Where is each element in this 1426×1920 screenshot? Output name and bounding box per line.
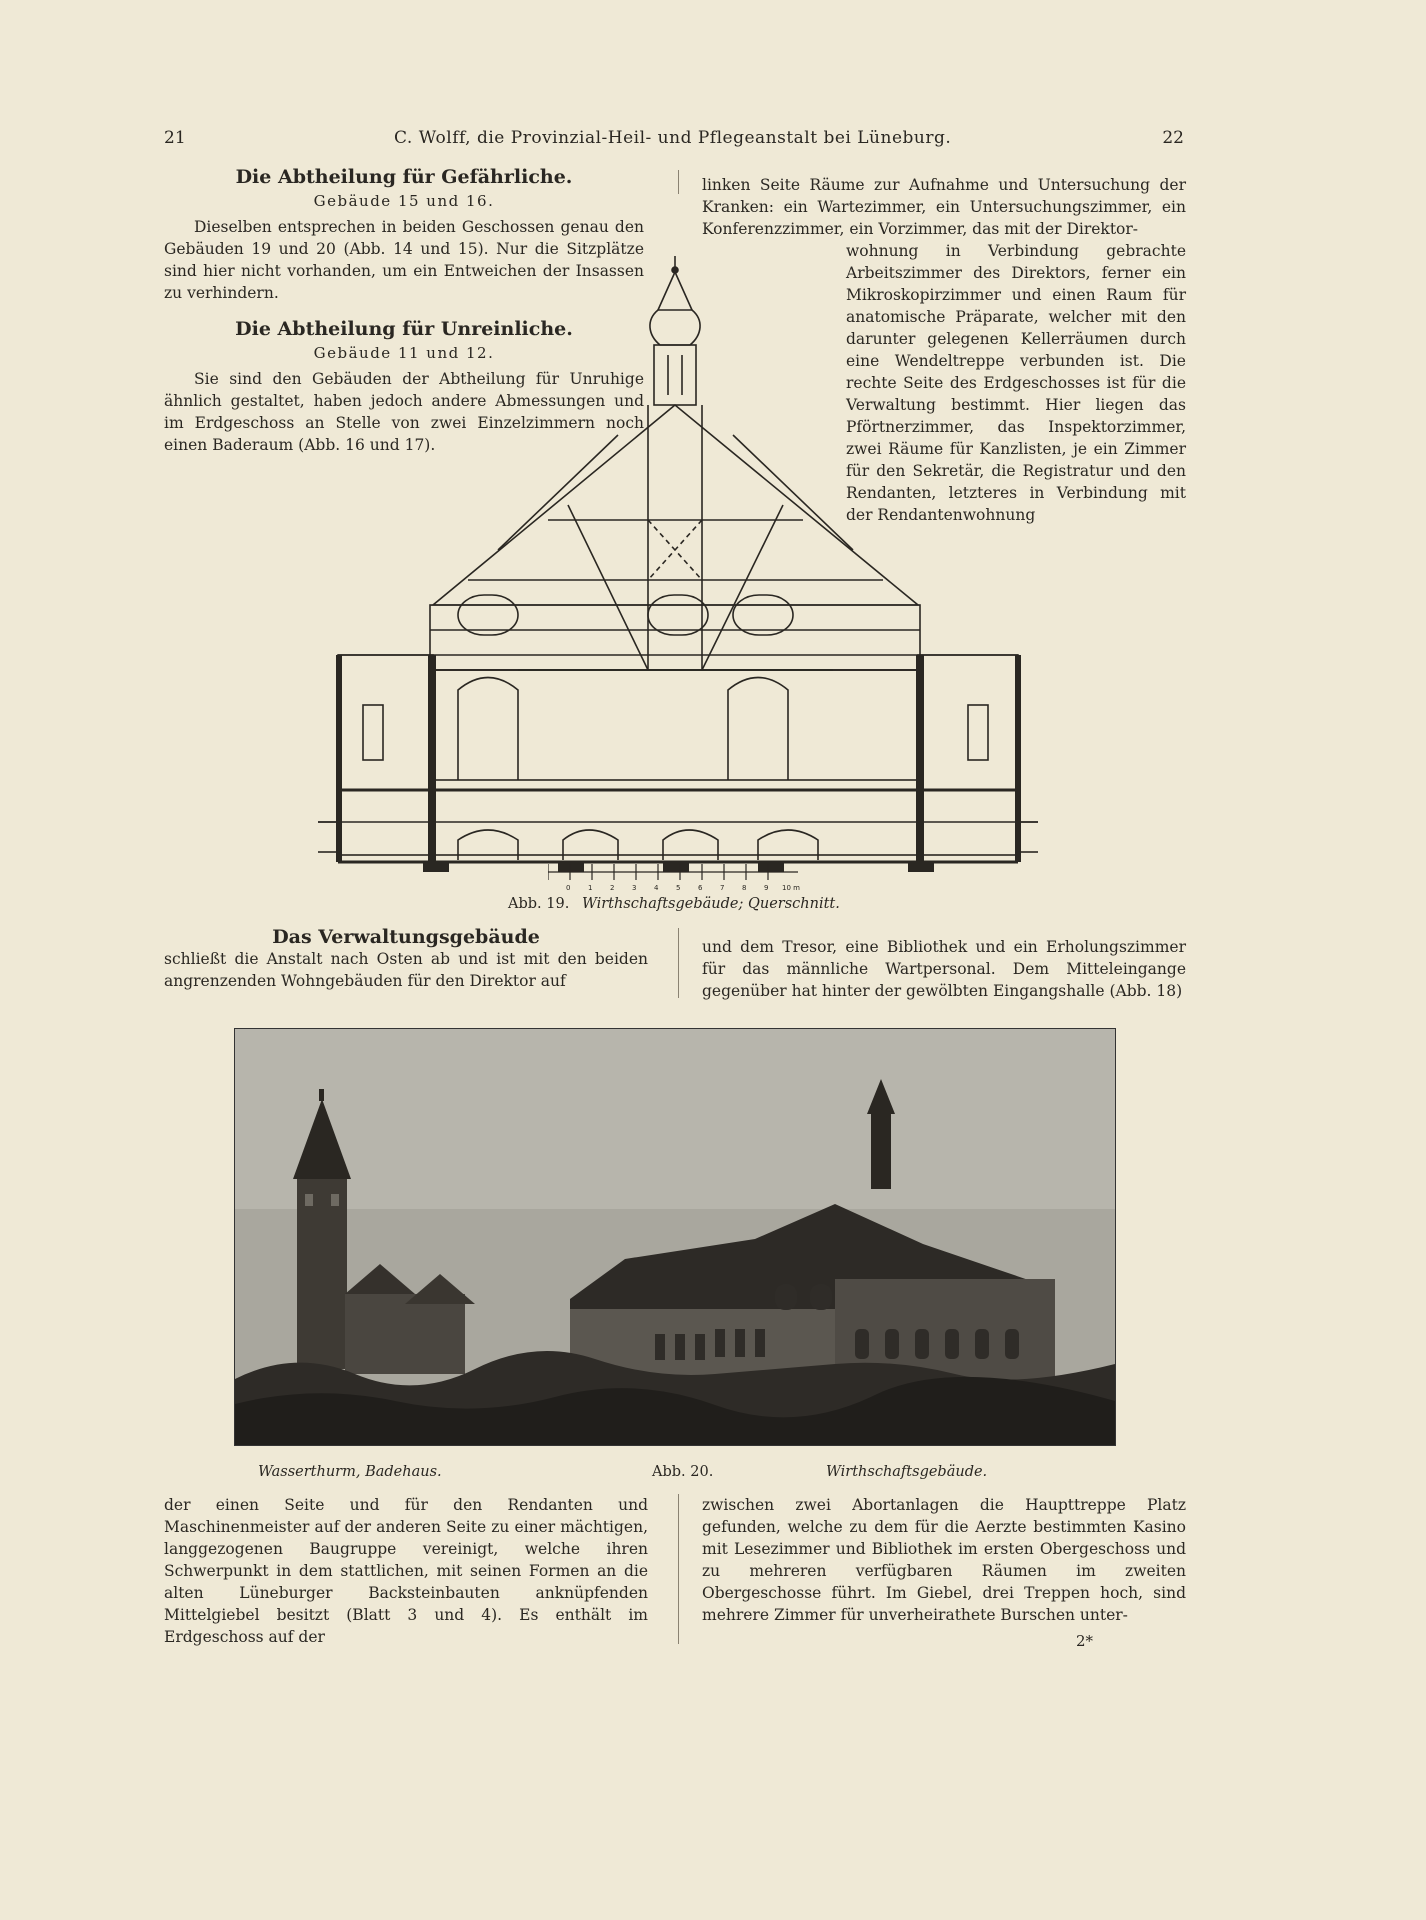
scale-label-3: 3: [632, 884, 637, 892]
scale-label-10: 10 m: [782, 884, 800, 892]
section-subheading-gebaeude-11-12: Gebäude 11 und 12.: [313, 344, 495, 362]
scale-label-8: 8: [742, 884, 747, 892]
page-number-left: 21: [164, 128, 186, 148]
figure-20-caption-right: [826, 1464, 987, 1480]
main-hall: [433, 670, 918, 855]
section-heading-unreinliche: Die Abtheilung für Unreinliche.: [235, 318, 573, 340]
hall-arch-2: [728, 678, 788, 781]
running-title: C. Wolff, die Provinzial-Heil- und Pflegeanstalt bei Lüneburg.: [394, 128, 952, 148]
upper-hall: [430, 670, 920, 780]
column-rule-top: [678, 170, 679, 194]
figure-20-caption-left-text: Wasserthurm, Badehaus.: [258, 1464, 442, 1480]
figure-20-label-text: Abb. 20.: [652, 1464, 714, 1480]
page-number-right: 22: [1162, 128, 1184, 148]
column-rule-mid: [678, 928, 679, 998]
scale-label-9: 9: [764, 884, 769, 892]
bathhouse: [345, 1294, 465, 1374]
scale-label-1: 1: [588, 884, 593, 892]
signature-mark: [1076, 1632, 1093, 1650]
figure-19-caption: [508, 896, 840, 912]
spire-top: [658, 272, 692, 310]
water-tower: [297, 1179, 347, 1369]
right-top-wide-text: linken Seite Räume zur Aufnahme und Untersuchung der Kranken: ein Wartezimmer, ein Untersuchungszimmer, ein Konferenzzimmer, ein Vorzimmer, das mit der Direktor-: [702, 176, 1186, 238]
section-body-unreinliche: Sie sind den Gebäuden der Abtheilung für Unruhige ähnlich gestaltet, haben jedoch andere Abmessungen und im Erdgeschoss an Stelle von zwei Einzelzimmern noch einen Baderaum (Abb. 16 und 17).: [164, 370, 644, 454]
figure-19-caption-text: Wirthschaftsgebäude; Querschnitt.: [581, 896, 840, 912]
wall-section-left: [428, 655, 436, 867]
cupola: [871, 1109, 891, 1189]
bottom-left-column: [164, 1494, 648, 1648]
lantern: [654, 345, 696, 405]
right-mid-column: [702, 936, 1186, 1002]
bottom-right-column: [702, 1494, 1186, 1626]
footing-1: [423, 862, 449, 872]
left-wing: [338, 655, 433, 855]
section-heading-verwaltungsgebaeude: Das Verwaltungsgebäude: [272, 926, 540, 948]
column-rule-bottom: [678, 1494, 679, 1644]
scale-label-6: 6: [698, 884, 703, 892]
running-header: [164, 128, 1184, 158]
hall-arch-1: [458, 678, 518, 781]
section-body-gefaehrliche: Dieselben entsprechen in beiden Geschossen genau den Gebäuden 19 und 20 (Abb. 14 und 15). Nur die Sitzplätze sind hier nicht vorhanden, um ein Entweichen der Insassen zu verhindern.: [164, 218, 644, 302]
figure-20-label: [652, 1464, 713, 1480]
wall-section-right: [916, 655, 924, 867]
left-wing-window: [363, 705, 383, 760]
scale-label-0: 0: [566, 884, 571, 892]
footing-5: [908, 862, 934, 872]
scale-label-2: 2: [610, 884, 615, 892]
scale-label-7: 7: [720, 884, 725, 892]
figure-20-caption-left: [258, 1464, 442, 1480]
right-mid-text: und dem Tresor, eine Bibliothek und ein Erholungszimmer für das männliche Wartpersonal. Dem Mitteleingange gegenüber hat hinter der gewölbten Eingangshalle (Abb. 18): [702, 938, 1186, 1000]
right-top-narrow-text: wohnung in Verbindung gebrachte Arbeitszimmer des Direktors, ferner ein Mikroskopirzimmer und einen Raum für anatomische Präparate, welcher mit den darunter gelegenen Kellerräumen durch eine Wendeltreppe verbunden ist. Die rechte Seite des Erdgeschosses ist für die Verwaltung bestimmt. Hier liegen das Pförtnerzimmer, das Inspektorzimmer, zwei Räume für Kanzlisten, je ein Zimmer für den Sekretär, die Registratur und den Rendanten, letzteres in Verbindung mit der Rendantenwohnung: [846, 242, 1186, 524]
main-roof: [433, 405, 918, 605]
signature-text: 2*: [1076, 1632, 1094, 1650]
figure-19-scale-bar: [548, 858, 810, 898]
figure-20-caption-right-text: Wirthschaftsgebäude.: [826, 1464, 988, 1480]
left-lightwell: [318, 822, 338, 852]
section-body-verwaltungsgebaeude: schließt die Anstalt nach Osten ab und ist mit den beiden angrenzenden Wohngebäuden für den Direktor auf: [164, 950, 648, 990]
bottom-left-text: der einen Seite und für den Rendanten und Maschinenmeister auf der anderen Seite zu einer mächtigen, langgezogenen Baugruppe vereinigt, welche ihren Schwerpunkt in dem stattlichen, mit seinen Formen an die alten Lüneburger Backsteinbauten anknüpfenden Mittelgiebel besitzt (Blatt 3 und 4). Es enthält im Erdgeschoss auf der: [164, 1496, 648, 1646]
section-subheading-gebaeude-15-16: Gebäude 15 und 16.: [313, 192, 495, 210]
photo-illustration: [235, 1029, 1115, 1445]
figure-19-cross-section: [318, 250, 1038, 900]
bottom-right-text: zwischen zwei Abortanlagen die Haupttreppe Platz gefunden, welche zu dem für die Aerzte bestimmten Kasino mit Lesezimmer und Bibliothek im ersten Obergeschoss und zu mehreren verfügbaren Räumen im zweiten Obergeschosse führt. Im Giebel, drei Treppen hoch, sind mehrere Zimmer für unverheirathete Burschen unter-: [702, 1496, 1186, 1624]
section-heading-gefaehrliche: Die Abtheilung für Gefährliche.: [235, 166, 573, 188]
upper-window-3: [733, 595, 793, 635]
right-top-column-wide: [702, 174, 1186, 240]
upper-window-1: [458, 595, 518, 635]
figure-20-photograph: [234, 1028, 1116, 1446]
scale-label-5: 5: [676, 884, 681, 892]
clerestory: [430, 605, 920, 670]
spire-bulb: [650, 310, 700, 345]
right-wing-window: [968, 705, 988, 760]
scale-label-4: 4: [654, 884, 659, 892]
figure-19-label: Abb. 19.: [508, 896, 570, 912]
upper-window-2: [648, 595, 708, 635]
section-verwaltungsgebaeude: [164, 926, 648, 992]
